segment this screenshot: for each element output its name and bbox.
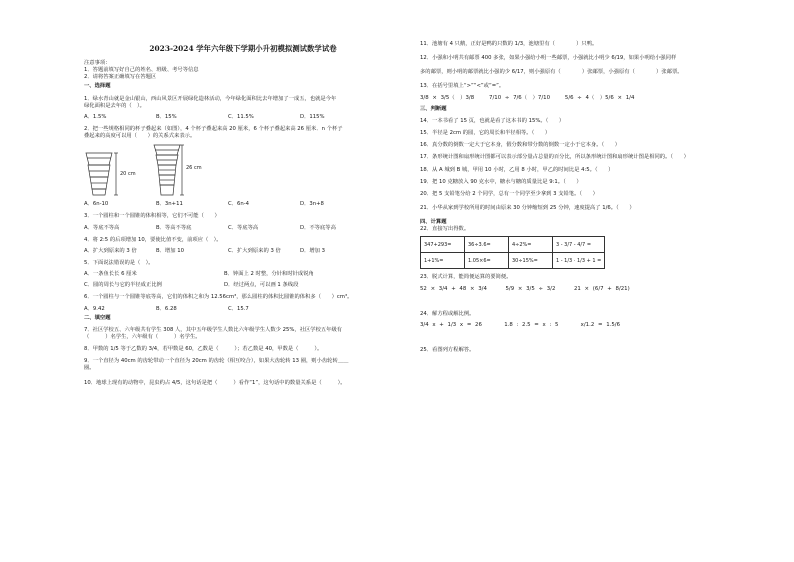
table-cell[interactable]: 30÷15%=	[509, 253, 553, 269]
stacked-cups-figure	[84, 143, 402, 197]
section-heading: 三、判断题	[420, 105, 447, 112]
option[interactable]: A．1.5%	[84, 113, 107, 120]
equation: 3/4 x + 1/3 x = 26	[420, 321, 482, 328]
notice-item: 2．请将答案正确填写在答题区	[84, 74, 157, 81]
question-2: 2．把一些规格相同的杯子叠起来（如图），4 个杯子叠起来高 20 厘米，6 个杯子叠起来高 26 厘米．n 个杯子	[84, 125, 343, 132]
option[interactable]: C．等底等高	[228, 224, 259, 231]
section-heading: 二、填空题	[84, 314, 111, 321]
option[interactable]: C．扩大到原来的 3 倍	[228, 247, 281, 254]
question-1-options	[84, 114, 402, 121]
option[interactable]: A．9.42	[84, 305, 105, 312]
question-13-items	[420, 95, 720, 102]
equation: x/1.2 = 1.5/6	[580, 321, 621, 328]
table-cell[interactable]: 3 - 3/7 - 4/7 =	[553, 237, 605, 253]
option[interactable]: A．等底不等高	[84, 224, 120, 231]
question-23: 23．脱式计算，能简便运算的要简便。	[420, 274, 512, 281]
question-15: 15．半径是 2cm 的圆，它的周长和半径相等。（ ）	[420, 130, 551, 137]
option[interactable]: D．3n+8	[300, 201, 324, 208]
option[interactable]: A．一条鱼长长 6 厘米	[84, 271, 137, 278]
option[interactable]: C．15.7	[228, 305, 249, 312]
question-2-options	[84, 201, 402, 208]
question-6-options	[84, 306, 402, 313]
question-19: 19．把 10 克糖放入 90 克水中，糖水与糖的质量比是 9:1。（ ）	[420, 178, 582, 185]
option[interactable]: A．6n-10	[84, 201, 109, 208]
question-12-cont: 多的邮票，则小明的邮票就比小强的少 6/17，则小强原有（ ）张邮票，小强原有（ ）张邮票。	[420, 69, 683, 76]
question-24-items	[420, 322, 720, 329]
table-row	[421, 253, 605, 269]
question-3: 3．一个圆柱和一个圆锥的体积相等，它们不可能（ ）	[84, 213, 220, 220]
option[interactable]: A．扩大到原来的 3 倍	[84, 247, 137, 254]
option[interactable]: D．增加 3	[300, 247, 326, 254]
question-5-options	[84, 271, 402, 278]
option[interactable]: B．等高不等底	[156, 224, 192, 231]
question-23-items	[420, 286, 720, 293]
question-5: 5．下面说法错误的是（ ）。	[84, 259, 154, 266]
question-20: 20．把 5 支铅笔分给 2 个同学，总有一个同学至少拿到 3 支铅笔。（ ）	[420, 190, 598, 197]
cups-label-6: 26 cm	[186, 165, 202, 172]
expression: 5/9 × 3/5 ÷ 3/2	[505, 285, 556, 292]
question-14: 14．一本书看了 15 页，也就是看了这本书的 15%。（ ）	[420, 118, 565, 124]
table-row	[421, 237, 605, 253]
notice-item: 1．答题前填写好自己的姓名、班级、考号等信息	[84, 67, 199, 74]
question-24: 24．解方程或解比例。	[420, 310, 475, 317]
left-column	[84, 40, 402, 387]
option[interactable]: D．经过两点，可以画 1 条线段	[224, 282, 299, 289]
option[interactable]: D．115%	[300, 113, 325, 120]
cups-drawing	[84, 143, 224, 197]
option[interactable]: C．圆的周长与它的半径成正比例	[84, 282, 162, 289]
question-12: 12．小强和小明共有邮票 400 多张，如果小强给小明一些邮票，小强就比小明少 6/19，如果小明给小强同样	[420, 55, 677, 62]
table-cell[interactable]: 36÷3.6=	[465, 237, 509, 253]
question-22: 22．直接写出得数。	[420, 226, 470, 233]
option[interactable]: B．增加 10	[156, 247, 184, 254]
table-cell[interactable]: 1.05×6=	[465, 253, 509, 269]
compare-item[interactable]: 3/8 × 3/5（ ）3/8	[420, 94, 475, 101]
compare-item[interactable]: 7/10 ÷ 7/6（ ）7/10	[489, 94, 551, 101]
option[interactable]: D．不等底等高	[300, 224, 336, 231]
compare-item[interactable]: 5/6 ÷ 4（ ）5/6 × 1/4	[564, 94, 635, 101]
question-9-cont: 圈。	[84, 365, 95, 372]
question-1: 1．绿水青山就是金山银山，西山风景区开展绿化造林活动，今年绿化面积比去年增加了一成五，也就是今年	[84, 95, 337, 102]
question-18: 18．从 A 城到 B 城，甲用 10 小时，乙用 8 小时，甲乙的时间比是 4:5。（ ）	[420, 166, 614, 173]
table-cell[interactable]: 1+1%=	[421, 253, 465, 269]
question-25: 25．看图列方程解答。	[420, 347, 475, 354]
question-16: 16．真分数的倒数一定大于它本身，假分数和带分数的倒数一定小于它本身。（ ）	[420, 142, 621, 149]
table-cell[interactable]: 347+293=	[421, 237, 465, 253]
option[interactable]: B．6.28	[156, 305, 177, 312]
question-4: 4．将 2:5 的后项增加 10，要使比值不变，前项应（ ）。	[84, 236, 222, 243]
question-5-options-row2	[84, 282, 402, 289]
question-1-cont: 绿化面积是去年的（ ）。	[84, 102, 145, 109]
question-11: 11．池塘有 4 只鹅，正好是鸭的只数的 1/3，池塘里有（ ）只鸭。	[420, 41, 598, 47]
question-2-cont: 叠起来的高度可以用（ ）的关系式来表示。	[84, 133, 196, 140]
section-heading: 一、选择题	[84, 83, 111, 90]
option[interactable]: B．15%	[156, 113, 177, 120]
question-17: 17．条形统计图和扇形统计图都可以表示部分量占总量的百分比，所以条形统计图和扇形统计图是相同的。（ ）	[420, 154, 689, 161]
question-13: 13．在括号里填上“>”“<”或“=”。	[420, 83, 505, 90]
table-cell[interactable]: 4÷2%=	[509, 237, 553, 253]
option[interactable]: B．3n+11	[156, 201, 183, 208]
expression: 52 × 3/4 + 48 × 3/4	[420, 285, 487, 292]
question-6: 6．一个圆柱与一个圆锥等底等高，它们的体积之和为 12.56cm³，那么圆柱的体积比圆锥的体积多（ ）cm³。	[84, 294, 353, 301]
question-7-cont: （ ）名学生，六年级有（ ）名学生。	[84, 333, 201, 340]
equation: 1.8 : 2.5 = x : 5	[504, 321, 559, 328]
question-3-options	[84, 225, 402, 232]
question-9: 9．一个直径为 40cm 的齿轮带动一个直径为 20cm 的齿轮（相互咬合），如果大齿轮转 13 圈，则小齿轮转＿＿	[84, 358, 349, 365]
option[interactable]: B．钟面上 2 时整，分针和时针成锐角	[224, 271, 314, 278]
question-7: 7．社区学校五、六年级共有学生 308 人，其中五年级学生人数比六年级学生人数少 25%，社区学校五年级有	[84, 326, 343, 333]
notice-title: 注意事项：	[84, 59, 111, 66]
page-title: 2023-2024 学年六年级下学期小升初模拟测试数学试卷	[149, 44, 337, 53]
question-4-options	[84, 248, 402, 255]
table-cell[interactable]: 1 - 1/3 · 1/3 + 1 =	[553, 253, 605, 269]
direct-answer-table	[420, 236, 605, 269]
right-column	[420, 41, 720, 354]
question-21: 21．小华从家到学校所用的时间由原来 30 分钟缩短到 25 分钟，速度提高了 1/6。（ ）	[420, 204, 635, 211]
section-heading: 四、计算题	[420, 219, 447, 226]
question-10: 10．地球上现有的动物中，昆虫约占 4/5，这句话是把（ ）看作“1”，这句话中的数量关系是（ ）。	[84, 379, 346, 386]
option[interactable]: C．11.5%	[228, 113, 254, 120]
expression: 21 × (6/7 + 8/21)	[573, 285, 630, 292]
option[interactable]: C．6n-4	[228, 201, 250, 208]
cups-label-4: 20 cm	[120, 171, 136, 178]
question-8: 8．甲数的 1/5 等于乙数的 3/4，若甲数是 60，乙数是（ ）；若乙数是 40，甲数是（ ）。	[84, 346, 323, 353]
